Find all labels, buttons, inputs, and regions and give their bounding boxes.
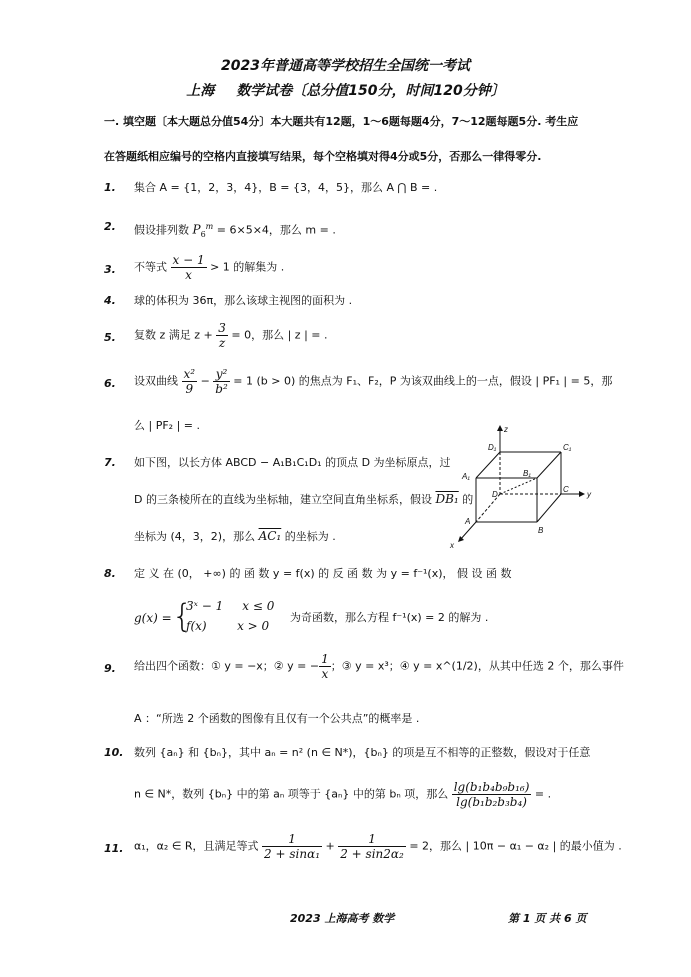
fraction — [452, 780, 532, 809]
question-text — [134, 253, 284, 282]
text-segment: = 1 (b > 0) 的焦点为 F₁、F₂，P 为该双曲线上的一点，假设 | PF₁ | = 5，那 — [229, 374, 613, 388]
numerator: x − 1 — [172, 253, 205, 267]
question-text — [134, 321, 327, 350]
brace-icon: { — [172, 597, 193, 635]
numerator: 1 — [321, 652, 329, 666]
question-number: 4. — [104, 294, 116, 307]
fraction — [213, 367, 230, 396]
numerator: 3 — [218, 321, 226, 335]
question-text: 球的体积为 36π，那么该球主视图的面积为 . — [134, 294, 353, 307]
question-10-line2 — [134, 780, 551, 809]
text-segment: D 的三条棱所在的直线为坐标轴，建立空间直角坐标系，假设 — [134, 493, 436, 506]
question-number: 8. — [104, 567, 116, 580]
question-number: 1. — [104, 181, 116, 194]
math-perm: P — [192, 222, 201, 237]
cuboid-figure — [448, 422, 598, 552]
text-segment: = 6×5×4，那么 m = . — [213, 223, 336, 237]
section-instructions-line2: 在答题纸相应编号的空格内直接填写结果，每个空格填对得4分或5分，否那么一律得零分. — [104, 150, 542, 163]
arrow-z — [497, 425, 503, 431]
fraction — [171, 253, 207, 282]
question-number: 3. — [104, 263, 116, 276]
question-number: 6. — [104, 377, 116, 390]
question-text: 数列 {aₙ} 和 {bₙ}，其中 aₙ = n² (n ∈ N*)，{bₙ} 的项是互不相等的正整数，假设对于任意 — [134, 746, 591, 759]
vector: AC₁ — [258, 529, 282, 543]
subtitle-paper: 数学试卷〔总分值150分，时间120分钟〕 — [236, 83, 505, 99]
question-text — [134, 652, 624, 681]
denominator: lg(b₁b₂b₃b₄) — [456, 795, 527, 809]
denominator: b² — [215, 382, 228, 396]
denominator: 2 + sinα₁ — [264, 847, 321, 861]
denominator: z — [218, 336, 226, 350]
question-number: 11. — [104, 842, 124, 855]
text-segment: ；③ y = x³；④ y = x^(1/2)，从其中任选 2 个，那么事件 — [330, 659, 624, 673]
question-7-line3 — [134, 528, 336, 545]
numerator: lg(b₁b₄b₉b₁₆) — [453, 780, 530, 794]
label-b1: B₁ — [523, 469, 531, 478]
text-segment: 复数 z 满足 z + — [134, 328, 217, 342]
edge-bc — [537, 494, 561, 522]
arrow-y — [579, 491, 585, 497]
edge-c1b1 — [537, 452, 561, 478]
text-segment: + — [322, 839, 339, 853]
math-sub: 6 — [200, 229, 206, 239]
text-segment: α₁，α₂ ∈ R，且满足等式 — [134, 839, 263, 853]
text-segment: = 0，那么 | z | = . — [227, 328, 328, 342]
text-segment: 的坐标为 . — [281, 530, 336, 543]
text-segment: n ∈ N*，数列 {bₙ} 中的第 aₙ 项等于 {aₙ} 中的第 bₙ 项，那么 — [134, 787, 452, 801]
label-c1: C₁ — [563, 443, 572, 452]
section-instructions-line1: 一. 填空题〔本大题总分值54分〕本大题共有12题，1～6题每题4分，7～12题每题5分. 考生应 — [104, 115, 579, 128]
label-a1: A₁ — [462, 472, 470, 481]
text-segment: 为奇函数，那么方程 f⁻¹(x) = 2 的解为 . — [290, 611, 489, 624]
subtitle-region: 上海 — [186, 83, 215, 99]
text-segment: − — [197, 374, 214, 388]
label-c: C — [563, 485, 569, 494]
text-segment: = . — [531, 787, 552, 801]
question-6-continued: 么 | PF₂ | = . — [134, 419, 200, 432]
footer-page-number: 第 1 页 共 6 页 — [508, 912, 587, 925]
text-segment: 设双曲线 — [134, 374, 182, 388]
piecewise-case-2: f(x) x > 0 — [186, 619, 270, 633]
denominator: 2 + sin2α₂ — [340, 847, 404, 861]
exam-subtitle — [0, 80, 691, 100]
question-text: 定 义 在 (0， +∞) 的 函 数 y = f(x) 的 反 函 数 为 y = f⁻¹(x)， 假 设 函 数 — [134, 567, 512, 580]
fraction — [319, 652, 331, 681]
fraction — [262, 832, 322, 861]
vector: DB₁ — [435, 492, 459, 506]
question-number: 5. — [104, 331, 116, 344]
text-segment: 假设排列数 — [134, 223, 193, 237]
denominator: x — [185, 268, 192, 282]
numerator: x² — [183, 367, 196, 381]
fraction — [216, 321, 228, 350]
numerator: 1 — [262, 832, 322, 847]
text-segment: 给出四个函数：① y = −x；② y = − — [134, 659, 320, 673]
question-9-continued: A ：“所选 2 个函数的图像有且仅有一个公共点”的概率是 . — [134, 712, 420, 725]
fraction — [182, 367, 198, 396]
label-a: A — [465, 517, 471, 526]
label-d: D — [492, 490, 498, 499]
exam-title: 2023年普通高等学校招生全国统一考试 — [221, 58, 470, 74]
question-number: 9. — [104, 662, 116, 675]
label-d1: D₁ — [488, 443, 497, 452]
label-y: y — [587, 490, 591, 499]
numerator: y² — [213, 367, 230, 382]
fraction — [338, 832, 406, 861]
question-number: 7. — [104, 456, 116, 469]
question-number: 10. — [104, 746, 124, 759]
question-text: 如下图，以长方体 ABCD − A₁B₁C₁D₁ 的顶点 D 为坐标原点，过 — [134, 456, 451, 469]
label-z: z — [504, 425, 508, 434]
diagonal-db1 — [500, 478, 537, 494]
question-7-line2 — [134, 491, 473, 508]
question-text: 集合 A = {1，2，3，4}，B = {3，4，5}，那么 A ⋂ B = . — [134, 181, 438, 194]
denominator: 9 — [185, 382, 194, 396]
numerator: 1 — [338, 832, 406, 847]
piecewise-name: g(x) = — [134, 611, 172, 625]
math-sup: m — [205, 222, 214, 231]
question-text — [134, 832, 622, 861]
text-segment: > 1 的解集为 . — [206, 260, 285, 274]
footer-title: 2023 上海高考 数学 — [290, 912, 395, 925]
text-segment: 坐标为 (4，3，2)，那么 — [134, 530, 259, 543]
label-x: x — [450, 541, 454, 550]
piecewise-case-1: 3ˣ − 1 x ≤ 0 — [186, 599, 275, 613]
question-text — [134, 219, 336, 243]
text-segment: = 2，那么 | 10π − α₁ − α₂ | 的最小值为 . — [405, 839, 622, 853]
denominator: x — [321, 667, 329, 681]
label-b: B — [538, 526, 544, 535]
edge-d1a1 — [476, 452, 500, 478]
text-segment: 的 — [458, 493, 474, 506]
question-number: 2. — [104, 220, 116, 233]
text-segment: 不等式 — [134, 260, 171, 274]
question-text — [134, 367, 612, 396]
